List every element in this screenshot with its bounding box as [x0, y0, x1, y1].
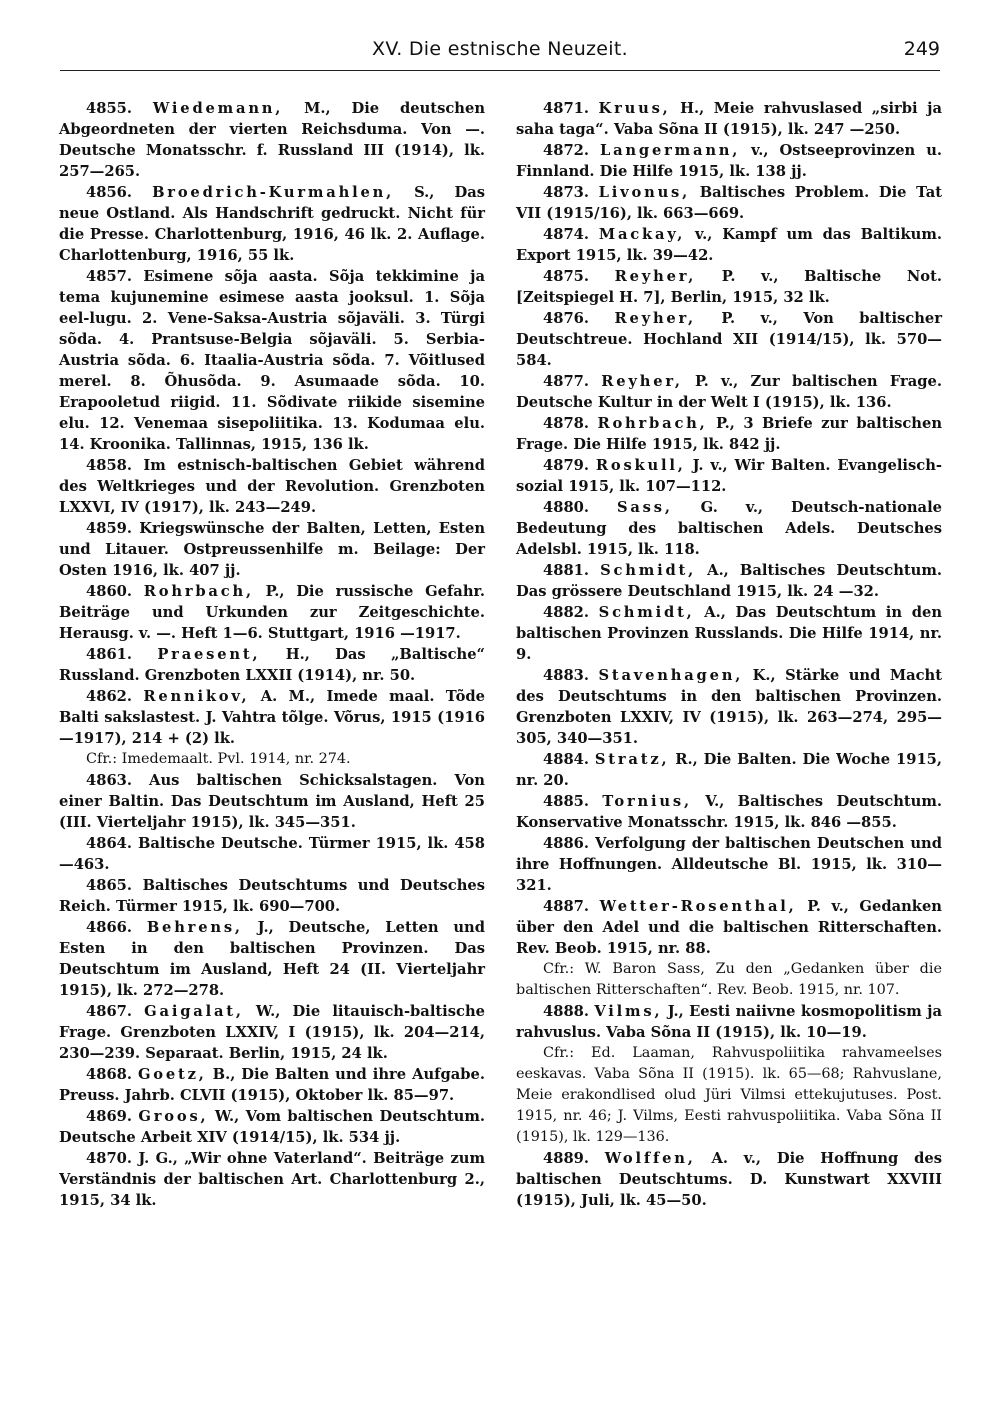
entry-author: Rennikov, [143, 688, 250, 705]
entry-author: Schmidt, [600, 562, 697, 579]
entry-number: 4864. [86, 835, 138, 852]
entry-number: 4887. [543, 898, 600, 915]
entry-author: Sass, [616, 499, 673, 516]
entry-note: Cfr.: Imedemaalt. Pvl. 1914, nr. 274. [86, 751, 351, 767]
entry-author: Wetter-Rosenthal, [599, 898, 797, 915]
entry-number: 4879. [543, 457, 596, 474]
entry-author: Behrens, [146, 919, 243, 936]
entry-author: Stratz, [594, 751, 670, 768]
bibliography-entry [516, 896, 942, 959]
bibliography-entry [59, 1106, 485, 1148]
entry-text: Baltisches Problem. Die Tat VII (1915/16), lk. 663—669. [516, 184, 942, 222]
entry-text: S., Das neue Ostland. Als Handschrift gedruckt. Nicht für die Presse. Charlottenburg, 1916, 46 lk. 2. Auflage. Charlottenburg, 1916, 55 lk. [59, 184, 485, 264]
entry-author: Stavenhagen, [598, 667, 744, 684]
entry-text: Verfolgung der baltischen Deutschen und ihre Hoffnungen. Alldeutsche Bl. 1915, lk. 310—321. [516, 835, 942, 894]
entry-author: Groos, [138, 1108, 209, 1125]
entry-text: Esimene sõja aasta. Sõja tekkimine ja tema kujunemine esimese aasta jooksul. 1. Sõja eel-lugu. 2. Vene-Saksa-Austria sõjaväli. 3. Türgi sõda. 4. Prantsuse-Belgia sõjaväli. 5. Serbia-Austria sõda. 6. Itaalia-Austria sõda. 7. Võitlused merel. 8. Õhusõda. 9. Asumaade sõda. 10. Erapooletud riigid. 11. Sõdivate riikide sisemine elu. 12. Venemaa sisepoliitika. 13. Kodumaa elu. 14. Kroonika. Tallinnas, 1915, 136 lk. [59, 268, 485, 453]
entry-number: 4867. [86, 1003, 145, 1020]
entry-number: 4863. [86, 772, 150, 789]
entry-note: Cfr.: W. Baron Sass, Zu den „Gedanken über die baltischen Ritterschaften“. Rev. Beob. 1915, nr. 107. [516, 961, 942, 998]
bibliography-entry [516, 791, 942, 833]
entry-number: 4875. [543, 268, 615, 285]
entry-number: 4860. [86, 583, 144, 600]
entry-text: W., Vom baltischen Deutschtum. Deutsche Arbeit XIV (1914/15), lk. 534 jj. [59, 1108, 486, 1146]
entry-text: K., Stärke und Macht des Deutschtums in den baltischen Provinzen. Grenzboten LXXIV, IV (1915), lk. 263—274, 295—305, 340—351. [516, 667, 942, 747]
entry-text: v., Ostseeprovinzen u. Finnland. Die Hilfe 1915, lk. 138 jj. [516, 142, 942, 180]
bibliography-entry [516, 1001, 942, 1043]
bibliography-entry [59, 917, 485, 1001]
entry-text: P. v., Zur baltischen Frage. Deutsche Kultur in der Welt I (1915), lk. 136. [516, 373, 943, 411]
entry-number: 4865. [86, 877, 143, 894]
bibliography-entry [516, 266, 942, 308]
entry-text: B., Die Balten und ihre Aufgabe. Preuss. Jahrb. CLVII (1915), Oktober lk. 85—97. [59, 1066, 485, 1104]
entry-text: R., Die Balten. Die Woche 1915, nr. 20. [516, 751, 942, 789]
bibliography-entry [516, 1148, 942, 1211]
entry-number: 4869. [86, 1108, 139, 1125]
bibliography-entry [516, 833, 942, 896]
entry-text: P., 3 Briefe zur baltischen Frage. Die Hilfe 1915, lk. 842 jj. [516, 415, 942, 453]
bibliography-entry [59, 686, 485, 749]
entry-author: Livonus, [598, 184, 691, 201]
bibliography-entry [59, 770, 485, 833]
entry-number: 4874. [543, 226, 599, 243]
bibliography-entry [516, 224, 942, 266]
entry-author: Rohrbach, [597, 415, 708, 432]
bibliography-entry [516, 140, 942, 182]
entry-number: 4866. [86, 919, 147, 936]
header-rule [60, 70, 940, 71]
bibliography-entry [59, 98, 485, 182]
entry-text: W., Die litauisch-baltische Frage. Grenzboten LXXIV, I (1915), lk. 204—214, 230—239. Separaat. Berlin, 1915, 24 lk. [59, 1003, 486, 1062]
entry-text: A., Das Deutschtum in den baltischen Provinzen Russlands. Die Hilfe 1914, nr. 9. [516, 604, 943, 663]
bibliography-entry [59, 518, 485, 581]
entry-text: v., Kampf um das Baltikum. Export 1915, lk. 39—42. [516, 226, 942, 264]
entry-number: 4855. [86, 100, 153, 117]
entry-author: Broedrich-Kurmahlen, [152, 184, 394, 201]
entry-note: Cfr.: Ed. Laaman, Rahvuspoliitika rahvameelses eeskavas. Vaba Sõna II (1915). lk. 65—68; Rahvuslane, Meie erakondlised olud Jüri Vilmsi ettekujutuses. Post. 1915, nr. 46; J. Vilms, Eesti rahvuspoliitika. Vaba Sõna II (1915), lk. 129—136. [516, 1045, 942, 1145]
bibliography-entry [516, 182, 942, 224]
entry-number: 4876. [543, 310, 615, 327]
bibliography-entry [59, 455, 485, 518]
entry-text: J., Eesti naiivne kosmopolitism ja rahvuslus. Vaba Sõna II (1915), lk. 10—19. [516, 1003, 943, 1041]
bibliography-entry [516, 602, 942, 665]
entry-author: Reyher, [614, 310, 696, 327]
entry-author: Reyher, [614, 268, 697, 285]
bibliography-entry [59, 1148, 485, 1211]
entry-text: H., Meie rahvuslased „sirbi ja saha taga“. Vaba Sõna II (1915), lk. 247 —250. [516, 100, 942, 138]
entry-text: P. v., Baltische Not. [Zeitspiegel H. 7], Berlin, 1915, 32 lk. [516, 268, 942, 306]
entry-number: 4883. [543, 667, 599, 684]
entry-text: Im estnisch-baltischen Gebiet während des Weltkrieges und der Revolution. Grenzboten LXXVI, IV (1917), lk. 243—249. [59, 457, 485, 516]
bibliography-entry [59, 266, 485, 455]
entry-text: Baltische Deutsche. Türmer 1915, lk. 458—463. [59, 835, 485, 873]
bibliography-entry [59, 644, 485, 686]
entry-text: A. M., Imede maal. Tõde Balti sakslastest. J. Vahtra tõlge. Võrus, 1915 (1916—1917), 214 + (2) lk. [59, 688, 485, 747]
bibliography-entry [516, 665, 942, 749]
bibliography-entry [516, 560, 942, 602]
bibliography-entry [516, 413, 942, 455]
entry-number: 4857. [86, 268, 144, 285]
entry-text: H., Das „Baltische“ Russland. Grenzboten LXXII (1914), nr. 50. [59, 646, 485, 684]
entry-author: Wolffen, [604, 1150, 696, 1167]
entry-author: Kruus, [598, 100, 671, 117]
entry-text: Baltisches Deutschtums und Deutsches Reich. Türmer 1915, lk. 690—700. [59, 877, 485, 915]
entry-number: 4870. [86, 1150, 139, 1167]
bibliography-entry [59, 581, 485, 644]
entry-author: Goetz, [137, 1066, 207, 1083]
entry-text: P., Die russische Gefahr. Beiträge und Urkunden zur Zeitgeschichte. Herausg. v. —. Heft 1—6. Stuttgart, 1916 —1917. [59, 583, 486, 642]
entry-author: Mackay, [598, 226, 686, 243]
entry-number: 4858. [86, 457, 144, 474]
entry-text: J., Deutsche, Letten und Esten in den baltischen Provinzen. Das Deutschtum im Ausland, Heft 24 (II. Vierteljahr 1915), lk. 272—278. [59, 919, 485, 999]
bibliography-entry [516, 749, 942, 791]
bibliography-entry [516, 308, 942, 371]
entry-number: 4871. [543, 100, 599, 117]
entry-author: Reyher, [601, 373, 683, 390]
bibliography-entry [59, 875, 485, 917]
right-column [516, 98, 942, 1211]
entry-text: G. v., Deutsch-nationale Bedeutung des baltischen Adels. Deutsches Adelsbl. 1915, lk. 118. [516, 499, 943, 558]
entry-number: 4877. [543, 373, 602, 390]
entry-author: Wiedemann, [152, 100, 284, 117]
entry-number: 4886. [543, 835, 596, 852]
bibliography-entry [59, 182, 485, 266]
page-number: 249 [903, 38, 940, 60]
entry-author: Langermann, [599, 142, 741, 159]
entry-text: J. G., „Wir ohne Vaterland“. Beiträge zum Verständnis der baltischen Art. Charlottenburg 2., 1915, 34 lk. [59, 1150, 486, 1209]
bibliography-entry [59, 833, 485, 875]
entry-author: Praesent, [157, 646, 261, 663]
entry-author: Gaigalat, [144, 1003, 244, 1020]
bibliography-entry [516, 98, 942, 140]
entry-number: 4862. [86, 688, 144, 705]
page-header [60, 38, 940, 78]
entry-number: 4888. [543, 1003, 595, 1020]
entry-text: V., Baltisches Deutschtum. Konservative Monatsschr. 1915, lk. 846 —855. [516, 793, 942, 831]
entry-text: J. v., Wir Balten. Evangelisch-sozial 1915, lk. 107—112. [516, 457, 942, 495]
entry-number: 4884. [543, 751, 595, 768]
entry-number: 4856. [86, 184, 153, 201]
entry-author: Roskull, [595, 457, 686, 474]
bibliography-entry [59, 1001, 485, 1064]
running-title: XV. Die estnische Neuzeit. [372, 38, 628, 60]
entry-number: 4872. [543, 142, 600, 159]
entry-number: 4889. [543, 1150, 605, 1167]
bibliography-entry [516, 371, 942, 413]
entry-number: 4861. [86, 646, 158, 663]
entry-number: 4859. [86, 520, 140, 537]
entry-number: 4868. [86, 1066, 138, 1083]
entry-author: Tornius, [602, 793, 692, 810]
entry-author: Schmidt, [598, 604, 695, 621]
entry-number: 4880. [543, 499, 617, 516]
entry-author: Vilms, [594, 1003, 663, 1020]
entry-number: 4878. [543, 415, 598, 432]
entry-number: 4882. [543, 604, 599, 621]
entry-number: 4873. [543, 184, 599, 201]
entry-number: 4885. [543, 793, 603, 810]
entry-author: Rohrbach, [143, 583, 254, 600]
entry-text: P. v., Gedanken über den Adel und die baltischen Ritterschaften. Rev. Beob. 1915, nr. 88. [516, 898, 942, 957]
entry-text: P. v., Von baltischer Deutschtreue. Hochland XII (1914/15), lk. 570—584. [516, 310, 943, 369]
bibliography-entry [516, 455, 942, 497]
bibliography-entry [59, 1064, 485, 1106]
bibliography-entry [516, 497, 942, 560]
entry-number: 4881. [543, 562, 601, 579]
entry-text: A., Baltisches Deutschtum. Das grössere Deutschland 1915, lk. 24 —32. [516, 562, 942, 600]
left-column [59, 98, 485, 1211]
entry-text: Aus baltischen Schicksalstagen. Von einer Baltin. Das Deutschtum im Ausland, Heft 25 (III. Vierteljahr 1915), lk. 345—351. [59, 772, 485, 831]
entry-text: A. v., Die Hoffnung des baltischen Deutschtums. D. Kunstwart XXVIII (1915), Juli, lk. 45—50. [516, 1150, 943, 1209]
entry-text: Kriegswünsche der Balten, Letten, Esten und Litauer. Ostpreussenhilfe m. Beilage: Der Osten 1916, lk. 407 jj. [59, 520, 485, 579]
entry-text: M., Die deutschen Abgeordneten der vierten Reichsduma. Von —. Deutsche Monatsschr. f. Russland III (1914), lk. 257—265. [59, 100, 486, 180]
